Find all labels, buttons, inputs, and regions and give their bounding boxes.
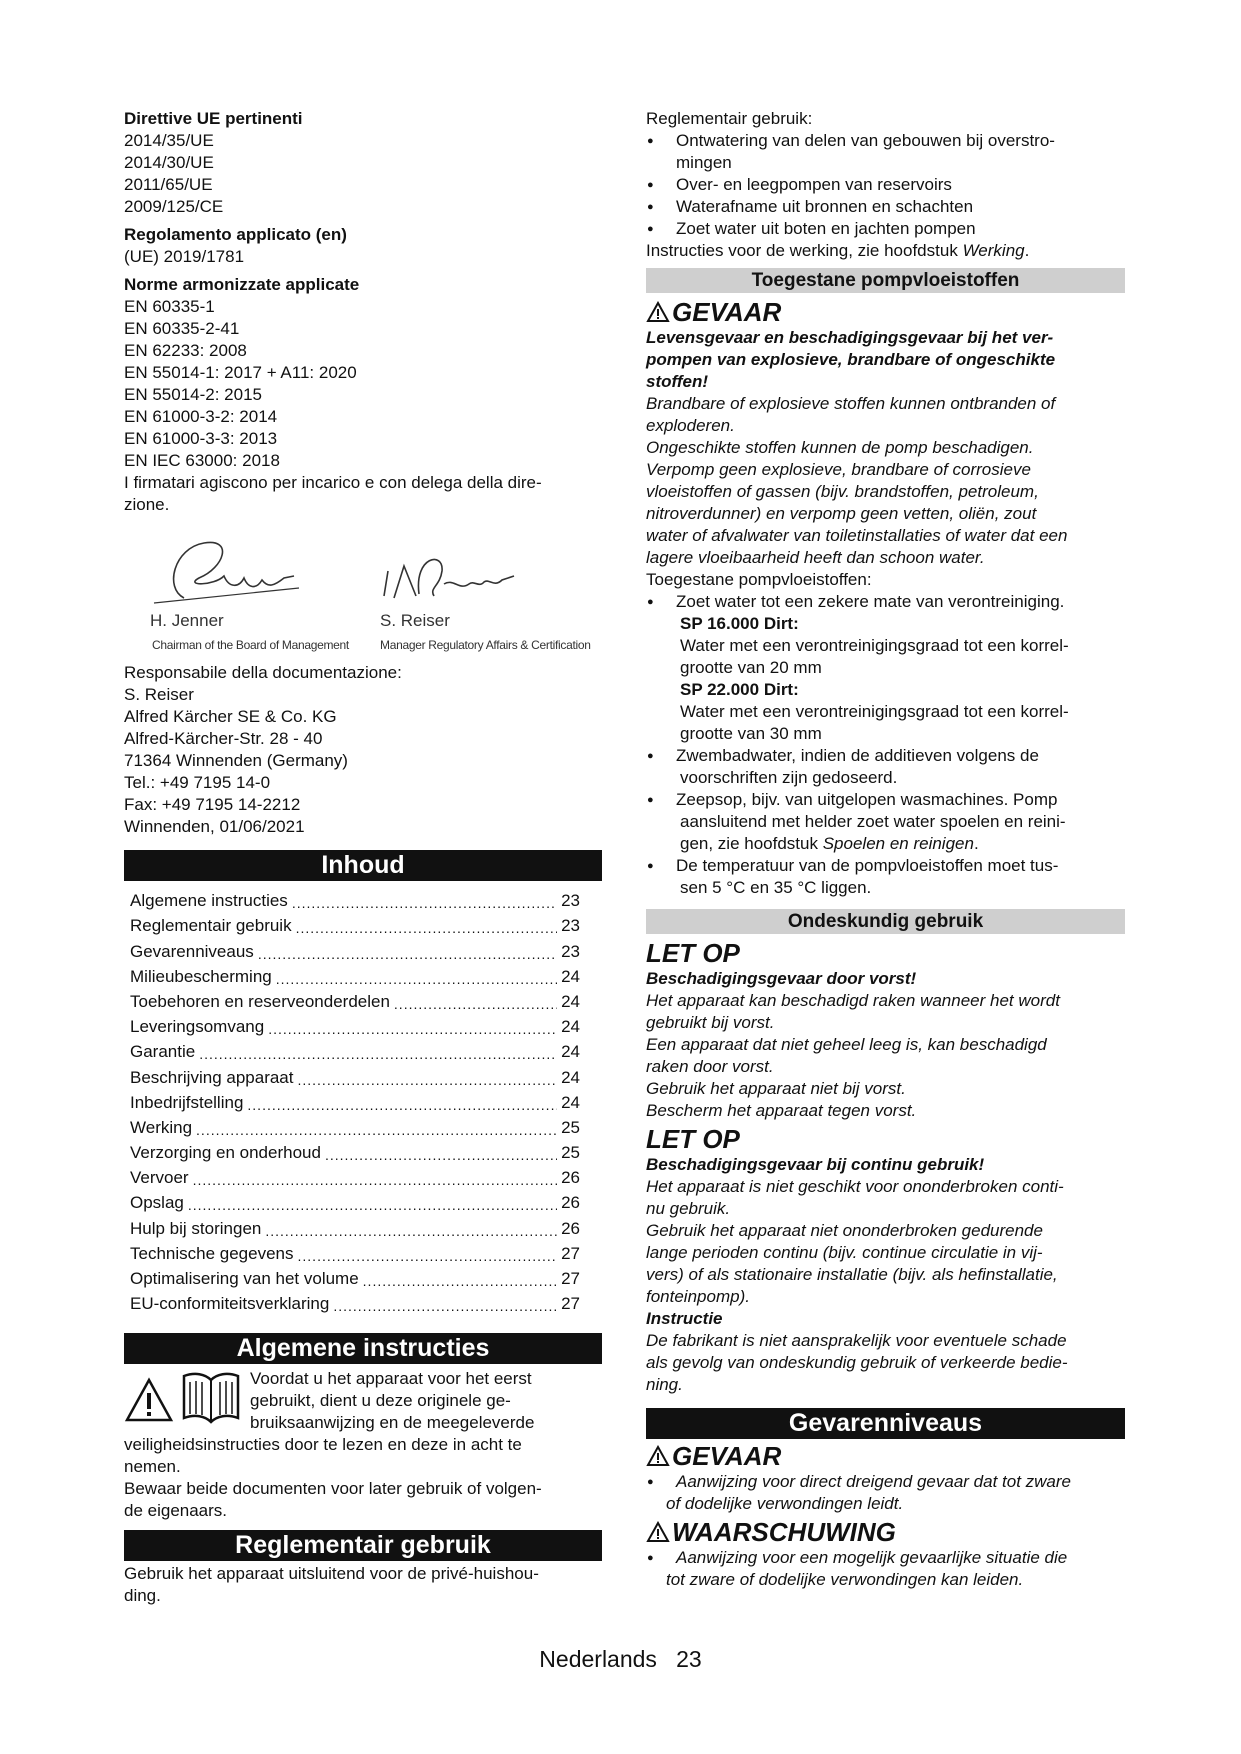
toc-entry[interactable] (130, 988, 580, 1013)
fluid-line: voorschriften zijn gedoseerd. (680, 768, 898, 787)
toc-entry-title: Inbedrijfstelling (130, 1092, 244, 1112)
toc-entry-page: 23 (561, 916, 580, 936)
toc-entry[interactable] (130, 1013, 580, 1038)
sp16-line: grootte van 20 mm (680, 658, 822, 677)
hazard-levels-title: Gevarenniveaus (646, 1408, 1125, 1439)
toc-entry-page: 24 (561, 991, 580, 1011)
responsible-line: Responsabile della documentazione: (124, 663, 402, 682)
permitted-fluids-title: Toegestane pompvloeistoffen (646, 268, 1125, 293)
rinse-link[interactable]: Spoelen en reinigen (822, 834, 974, 853)
general-line: de eigenaars. (124, 1501, 228, 1521)
toc-entry[interactable] (130, 1139, 580, 1164)
general-instructions-iconrow (124, 1368, 602, 1434)
general-icon-line: gebruikt, dient u deze originele ge- (250, 1391, 511, 1411)
responsible-block (124, 662, 602, 838)
directive-item: 2009/125/CE (124, 197, 224, 216)
sp16-line: Water met een verontreinigingsgraad tot een korrel- (680, 636, 1069, 655)
danger-italic-line: nitroverdunner) en verpomp geen vetten, oliën, zout (646, 504, 1037, 523)
toc-entry[interactable] (130, 1240, 580, 1265)
toc-entry-page: 24 (561, 1092, 580, 1112)
general-icon-line: bruiksaanwijzing en de meegeleverde (250, 1413, 535, 1433)
signature1-name: H. Jenner (150, 611, 224, 630)
warning-triangle-icon (124, 1376, 174, 1424)
responsible-line: S. Reiser (124, 685, 194, 704)
directives-list (124, 130, 602, 218)
hazard-line: of dodelijke verwondingen leidt. (666, 1494, 904, 1513)
norms-list (124, 296, 602, 472)
improper-use-title: Ondeskundig gebruik (646, 909, 1125, 934)
signatures-block (124, 528, 602, 658)
toc-entry-page: 26 (561, 1193, 580, 1213)
fluid-line: ● Zoet water tot een zekere mate van verontreiniging. (676, 592, 1065, 611)
toc-entry-page: 23 (561, 891, 580, 911)
instruction-line: als gevolg van ondeskundig gebruik of verkeerde bedie- (646, 1353, 1068, 1372)
list-item-line: mingen (676, 153, 732, 172)
frost-line: gebruikt bij vorst. (646, 1013, 775, 1032)
intended-use-title: Reglementair gebruik (124, 1530, 602, 1561)
general-line: veiligheidsinstructies door te lezen en deze in acht te (124, 1435, 522, 1455)
hazard-warning-label: WAARSCHUWING (672, 1517, 896, 1547)
list-item (646, 1547, 1125, 1591)
directives-heading: Direttive UE pertinenti (124, 109, 303, 128)
toc-entry-page: 24 (561, 1042, 580, 1062)
signatories-note-line: I firmatari agiscono per incarico e con delega della dire- (124, 473, 542, 492)
directive-item: 2011/65/UE (124, 175, 213, 194)
continuous-line: nu gebruik. (646, 1199, 731, 1218)
norm-item: EN 60335-2-41 (124, 319, 240, 338)
toc-entry-page: 24 (561, 966, 580, 986)
toc-entry[interactable] (130, 1114, 580, 1139)
list-item (646, 591, 1125, 745)
general-icon-text (250, 1368, 534, 1434)
danger-heading (646, 297, 1125, 327)
toc-entry-title: Garantie (130, 1042, 196, 1062)
list-item (646, 855, 1125, 899)
fluid-line: aansluitend met helder zoet water spoelen en reini- (680, 812, 1066, 831)
footer-language: Nederlands (539, 1646, 657, 1672)
continuous-bold: Beschadigingsgevaar bij continu gebruik! (646, 1155, 985, 1174)
norm-item: EN 55014-2: 2015 (124, 385, 262, 404)
toc-entry-title: Opslag (130, 1193, 184, 1213)
norm-item: EN 55014-1: 2017 + A11: 2020 (124, 363, 357, 382)
list-item: ● Zeepsop, bijv. van uitgelopen wasmachines. Pomp aansluitend met helder zoet water spoelen en reini- gen, zie hoofdstuk Spoelen en reinigen. (646, 789, 1125, 855)
frost-line: Het apparaat kan beschadigd raken wanneer het wordt (646, 991, 1060, 1010)
danger-bold-line: Levensgevaar en beschadigingsgevaar bij het ver- (646, 328, 1054, 347)
list-item (646, 174, 1125, 196)
fluid-line: ● Zwembadwater, indien de additieven volgens de (676, 746, 1039, 765)
hazard-danger-list (646, 1471, 1125, 1515)
notice-heading: LET OP (646, 1124, 740, 1154)
danger-italic-line: Ongeschikte stoffen kunnen de pomp beschadigen. (646, 438, 1034, 457)
instruction-line: De fabrikant is niet aansprakelijk voor eventuele schade (646, 1331, 1067, 1350)
toc-entry[interactable] (130, 1265, 580, 1290)
toc-entry[interactable] (130, 937, 580, 962)
responsible-line: Alfred Kärcher SE & Co. KG (124, 707, 337, 726)
regulation-value: (UE) 2019/1781 (124, 247, 245, 266)
intended-use-list (646, 130, 1125, 240)
toc-entry[interactable] (130, 1189, 580, 1214)
right-column (646, 108, 1125, 1591)
continuous-line: Gebruik het apparaat niet ononderbroken gedurende (646, 1221, 1043, 1240)
danger-triangle-icon (646, 1445, 670, 1467)
fluids-list (646, 591, 1125, 899)
left-column (124, 108, 602, 1607)
hazard-line: tot zware of dodelijke verwondingen kan leiden. (666, 1570, 1024, 1589)
norm-item: EN 61000-3-3: 2013 (124, 429, 278, 448)
list-item (646, 196, 1125, 218)
frost-line: Een apparaat dat niet geheel leeg is, kan beschadigd (646, 1035, 1047, 1054)
toc-entry-page: 23 (561, 941, 580, 961)
norm-item: EN IEC 63000: 2018 (124, 451, 280, 470)
hazard-line: ● Aanwijzing voor een mogelijk gevaarlijke situatie die (676, 1548, 1068, 1567)
norm-item: EN 62233: 2008 (124, 341, 247, 360)
toc-title: Inhoud (124, 850, 602, 881)
toc-entry-title: Hulp bij storingen (130, 1218, 262, 1238)
list-item-line: ● Ontwatering van delen van gebouwen bij overstro- (676, 131, 1055, 150)
general-line: Bewaar beide documenten voor later gebruik of volgen- (124, 1479, 542, 1499)
fluid-line: ● Zeepsop, bijv. van uitgelopen wasmachines. Pomp (676, 790, 1058, 809)
regulation-heading: Regolamento applicato (en) (124, 225, 347, 244)
hazard-danger-heading (646, 1441, 1125, 1471)
toc-entry-title: Verzorging en onderhoud (130, 1143, 321, 1163)
fluid-line: ● De temperatuur van de pompvloeistoffen moet tus- (676, 856, 1059, 875)
frost-line: Gebruik het apparaat niet bij vorst. (646, 1079, 906, 1098)
manual-book-icon (180, 1368, 242, 1424)
warning-triangle-icon (646, 1521, 670, 1543)
danger-bold-line: pompen van explosieve, brandbare of ongeschikte (646, 350, 1056, 369)
intended-use-line: ding. (124, 1586, 161, 1606)
toc-entry[interactable] (130, 912, 580, 937)
toc-entry-page: 25 (561, 1143, 580, 1163)
toc-entry[interactable] (130, 1214, 580, 1239)
continuous-line: vers) of als stationaire installatie (bijv. als hefinstallatie, (646, 1265, 1058, 1284)
frost-line: Bescherm het apparaat tegen vorst. (646, 1101, 917, 1120)
danger-triangle-icon (646, 301, 670, 323)
directive-item: 2014/30/UE (124, 153, 214, 172)
page-number: 23 (676, 1646, 702, 1672)
notice-heading: LET OP (646, 938, 740, 968)
toc-entry[interactable] (130, 887, 580, 912)
toc-entry-page: 24 (561, 1067, 580, 1087)
list-item (646, 218, 1125, 240)
danger-label: GEVAAR (672, 297, 782, 327)
danger-italic-line: Verpomp geen explosieve, brandbare of corrosieve (646, 460, 1031, 479)
hazard-danger-label: GEVAAR (672, 1441, 782, 1471)
toc-entry-title: Beschrijving apparaat (130, 1067, 294, 1087)
responsible-line: Alfred-Kärcher-Str. 28 - 40 (124, 729, 323, 748)
norm-item: EN 61000-3-2: 2014 (124, 407, 278, 426)
fluid-line: gen, zie hoofdstuk (680, 834, 818, 853)
responsible-line: Tel.: +49 7195 14-0 (124, 773, 271, 792)
intended-use-heading: Reglementair gebruik: (646, 109, 813, 128)
toc-entry-title: Reglementair gebruik (130, 916, 292, 936)
toc-entry-title: Milieubescherming (130, 966, 272, 986)
toc-entry-title: Gevarenniveaus (130, 941, 254, 961)
page-footer (0, 1648, 1241, 1670)
fluids-heading: Toegestane pompvloeistoffen: (646, 570, 872, 589)
norm-item: EN 60335-1 (124, 297, 215, 316)
list-item (646, 1471, 1125, 1515)
danger-italic-line: lagere vloeibaarheid heeft dan schoon water. (646, 548, 985, 567)
toc-entry[interactable] (130, 1063, 580, 1088)
list-item (646, 745, 1125, 789)
toc-entry[interactable] (130, 1038, 580, 1063)
intended-use-line: Gebruik het apparaat uitsluitend voor de privé-huishou- (124, 1564, 539, 1584)
toc-entry[interactable] (130, 1164, 580, 1189)
toc-entry-page: 27 (561, 1243, 580, 1263)
toc-entry-page: 26 (561, 1218, 580, 1238)
hazard-warning-heading (646, 1517, 1125, 1547)
danger-italic-line: exploderen. (646, 416, 735, 435)
toc-entry-page: 26 (561, 1168, 580, 1188)
toc-entry[interactable] (130, 1290, 580, 1315)
instructions-link[interactable]: Werking (962, 241, 1025, 260)
directive-item: 2014/35/UE (124, 131, 214, 150)
instruction-bold: Instructie (646, 1309, 723, 1328)
toc-entry-title: Toebehoren en reserveonderdelen (130, 991, 390, 1011)
danger-bold-line: stoffen! (646, 372, 709, 391)
responsible-line: 71364 Winnenden (Germany) (124, 751, 348, 770)
general-line: nemen. (124, 1457, 181, 1477)
signatories-note-line: zione. (124, 495, 170, 514)
toc-entry-page: 27 (561, 1294, 580, 1314)
hazard-line: ● Aanwijzing voor direct dreigend gevaar dat tot zware (676, 1472, 1071, 1491)
toc-entry[interactable] (130, 963, 580, 988)
frost-bold: Beschadigingsgevaar door vorst! (646, 969, 917, 988)
toc-entry-title: Leveringsomvang (130, 1017, 265, 1037)
toc-entry-page: 27 (561, 1269, 580, 1288)
list-item (646, 130, 1125, 174)
danger-italic-line: water of afvalwater van toiletinstallaties of water dat een (646, 526, 1068, 545)
signature-jenner-icon (144, 528, 314, 618)
toc-entry-title: Algemene instructies (130, 891, 288, 911)
toc-entry-page: 24 (561, 1017, 580, 1037)
signature1-role: Chairman of the Board of Management (152, 638, 349, 652)
sp16-label: SP 16.000 Dirt: (680, 614, 799, 633)
toc-entry-title: Werking (130, 1117, 193, 1137)
toc-entry-title: Optimalisering van het volume (130, 1269, 359, 1288)
responsible-line: Winnenden, 01/06/2021 (124, 817, 305, 836)
table-of-contents (130, 887, 580, 1315)
danger-italic-line: Brandbare of explosieve stoffen kunnen ontbranden of (646, 394, 1056, 413)
toc-entry-title: EU-conformiteitsverklaring (130, 1294, 330, 1314)
responsible-line: Fax: +49 7195 14-2212 (124, 795, 301, 814)
instructions-ref: Instructies voor de werking, zie hoofdstuk Werking. (646, 241, 1030, 260)
general-instructions-title: Algemene instructies (124, 1333, 602, 1364)
instructions-text: Instructies voor de werking, zie hoofdstuk (646, 241, 958, 260)
continuous-line: fonteinpomp). (646, 1287, 750, 1306)
signature2-name: S. Reiser (380, 611, 450, 630)
hazard-warning-list (646, 1547, 1125, 1591)
continuous-line: lange perioden continu (bijv. continue circulatie in vij- (646, 1243, 1043, 1262)
general-icon-line: Voordat u het apparaat voor het eerst (250, 1369, 532, 1389)
list-item-line: ● Zoet water uit boten en jachten pompen (676, 219, 976, 238)
sp22-line: Water met een verontreinigingsgraad tot een korrel- (680, 702, 1069, 721)
toc-entry[interactable] (130, 1089, 580, 1114)
list-item-line: ● Waterafname uit bronnen en schachten (676, 197, 974, 216)
danger-italic-line: vloeistoffen of gassen (bijv. brandstoffen, petroleum, (646, 482, 1039, 501)
signature-reiser-icon (374, 536, 524, 616)
fluid-line: sen 5 °C en 35 °C liggen. (680, 878, 872, 897)
sp22-line: grootte van 30 mm (680, 724, 822, 743)
list-item-line: ● Over- en leegpompen van reservoirs (676, 175, 952, 194)
continuous-line: Het apparaat is niet geschikt voor ononderbroken conti- (646, 1177, 1064, 1196)
toc-entry-page: 25 (561, 1117, 580, 1137)
signature2-role: Manager Regulatory Affairs & Certification (380, 638, 591, 652)
toc-entry-title: Vervoer (130, 1168, 189, 1188)
sp22-label: SP 22.000 Dirt: (680, 680, 799, 699)
norms-heading: Norme armonizzate applicate (124, 275, 360, 294)
frost-line: raken door vorst. (646, 1057, 774, 1076)
toc-entry-title: Technische gegevens (130, 1243, 294, 1263)
instruction-line: ning. (646, 1375, 683, 1394)
